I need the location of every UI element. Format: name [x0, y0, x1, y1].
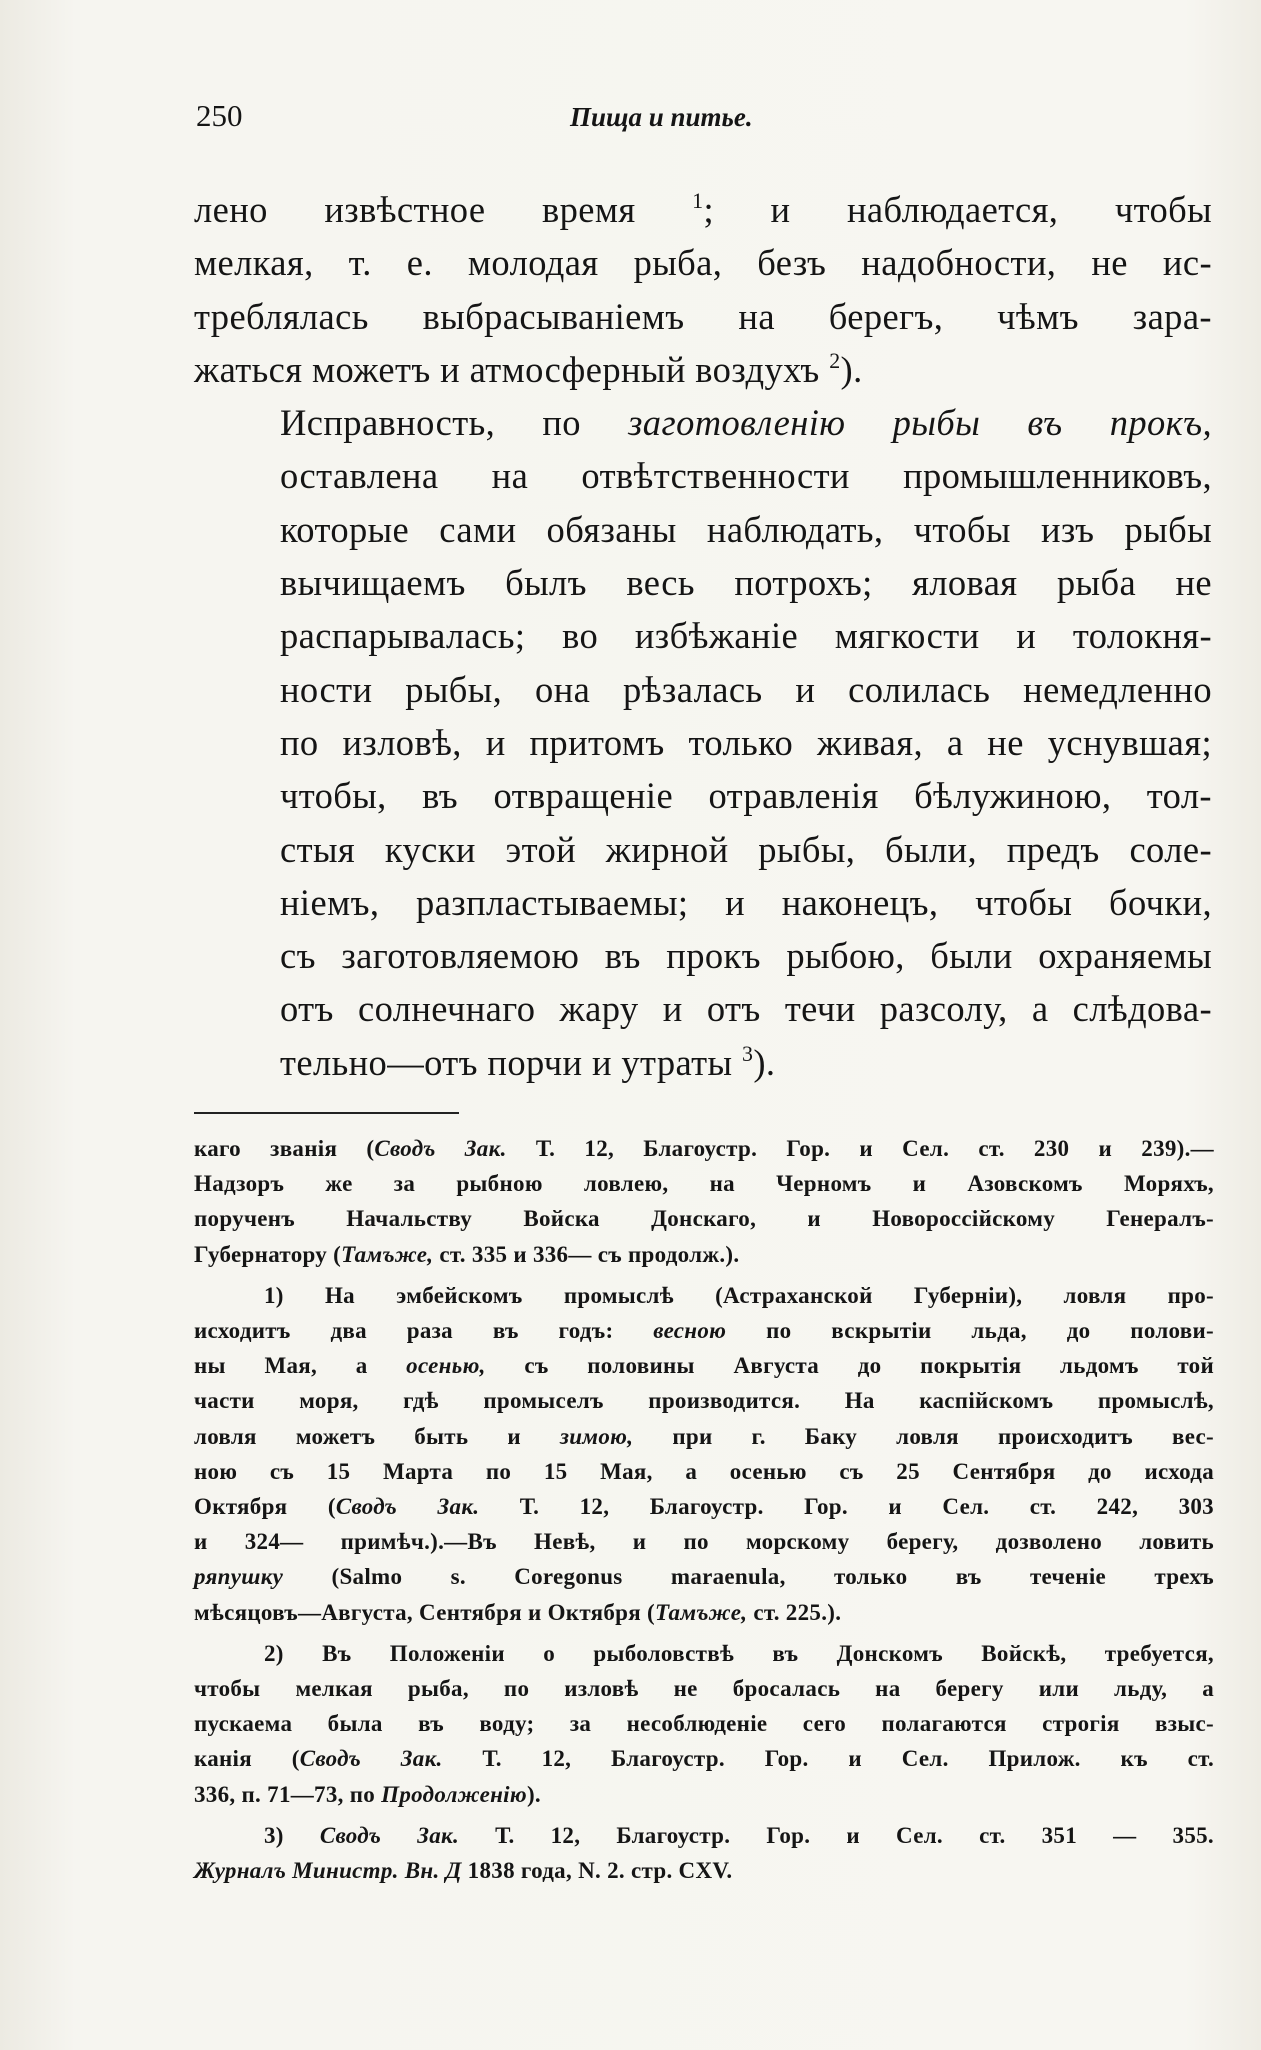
text-line: мелкая, т. е. молодая рыба, безъ надобности, не ис-	[194, 242, 1212, 284]
main-text	[194, 183, 1212, 1089]
text-line: лено извѣстное время $^1$; и наблюдается, чтобы	[194, 187, 1212, 230]
text-line: по изловѣ, и притомъ только живая, а не уснувшая;	[280, 721, 1212, 763]
footnote-line: 336, п. 71—73, по Продолженію).	[194, 1781, 541, 1807]
text-line: распарывалась; во избѣжаніе мягкости и толокня-	[280, 615, 1212, 657]
text-line: ности рыбы, она рѣзалась и солилась немедленно	[280, 668, 1212, 710]
footnote-line: 1) На эмбейскомъ промыслѣ (Астраханской Губерніи), ловля про-	[264, 1282, 1214, 1308]
paragraph-1	[194, 183, 1212, 396]
text-line: вычищаемъ былъ весь потрохъ; яловая рыба не	[280, 562, 1212, 604]
footnote-3	[194, 1818, 1214, 1888]
text-line: ніемъ, разпластываемы; и наконецъ, чтобы бочки,	[280, 881, 1212, 923]
footnote-line: ною съ 15 Марта по 15 Мая, а осенью съ 25 Сентября до исхода	[194, 1458, 1214, 1484]
text-line: съ заготовляемою въ прокъ рыбою, были охраняемы	[280, 935, 1212, 977]
footnote-line: Журналъ Министр. Вн. Д 1838 года, N. 2. стр. CXV.	[194, 1858, 733, 1884]
footnote-line: Губернатору (Тамъже, ст. 335 и 336— съ продолж.).	[194, 1241, 740, 1267]
text-line: тельно—отъ порчи и утраты $^3$).	[280, 1040, 776, 1083]
paragraph-2	[194, 396, 1212, 1089]
footnote-ref-2: 2	[829, 347, 841, 373]
footnote-line: и 324— примѣч.).—Въ Невѣ, и по морскому берегу, дозволено ловить	[194, 1529, 1214, 1555]
footnote-line: Октября (Сводъ Зак. Т. 12, Благоустр. Гор. и Сел. ст. 242, 303	[194, 1494, 1214, 1520]
footnote-line: Надзоръ же за рыбною ловлею, на Черномъ и Азовскомъ Моряхъ,	[194, 1171, 1214, 1197]
footnote-line: мѣсяцовъ—Августа, Сентября и Октября (Тамъже, ст. 225.).	[194, 1599, 842, 1625]
text-line: треблялась выбрасываніемъ на берегъ, чѣмъ зара-	[194, 295, 1212, 337]
footnotes	[194, 1131, 1214, 1888]
footnote-ref-3: 3	[741, 1040, 754, 1066]
text-line: стыя куски этой жирной рыбы, были, предъ соле-	[280, 828, 1212, 870]
footnote-line: ряпушку (Salmo s. Coregonus maraenula, только въ теченіе трехъ	[194, 1564, 1214, 1590]
footnote-2	[194, 1636, 1214, 1812]
footnote-line: порученъ Начальству Войска Донскаго, и Новороссійскому Генералъ-	[194, 1206, 1214, 1232]
page-header	[196, 98, 1216, 142]
footnote-line: 3) Сводъ Зак. Т. 12, Благоустр. Гор. и Сел. ст. 351 — 355.	[264, 1822, 1214, 1848]
text-line: отъ солнечнаго жару и отъ течи разсолу, а слѣдова-	[280, 988, 1212, 1030]
footnote-divider	[194, 1112, 459, 1114]
footnote-line: ловля можетъ быть и зимою, при г. Баку ловля происходитъ вес-	[194, 1423, 1214, 1449]
text-line: Исправность, по заготовленію рыбы въ прокъ,	[280, 402, 1212, 444]
text-line: жаться можетъ и атмосферный воздухъ $^2$).	[194, 347, 863, 390]
footnote-ref-1: 1	[692, 187, 704, 213]
footnote-line: ны Мая, а осенью, съ половины Августа до покрытія льдомъ той	[194, 1353, 1214, 1379]
footnote-line: исходитъ два раза въ годъ: весною по вскрытіи льда, до полови-	[194, 1318, 1214, 1344]
footnote-line: канія (Сводъ Зак. Т. 12, Благоустр. Гор. и Сел. Прилож. къ ст.	[194, 1746, 1214, 1772]
footnote-continuation	[194, 1131, 1214, 1272]
text-line: которые сами обязаны наблюдать, чтобы изъ рыбы	[280, 508, 1212, 550]
footnote-line: каго званія (Сводъ Зак. Т. 12, Благоустр. Гор. и Сел. ст. 230 и 239).—	[194, 1136, 1214, 1161]
emphasis: заготовленію рыбы въ прокъ,	[628, 402, 1212, 444]
text-line: оставлена на отвѣтственности промышленниковъ,	[280, 455, 1212, 497]
page-number: 250	[196, 98, 243, 133]
footnote-line: чтобы мелкая рыба, по изловѣ не бросалась на берегу или льду, а	[194, 1676, 1214, 1702]
footnote-line: 2) Въ Положеніи о рыболовствѣ въ Донскомъ Войскѣ, требуется,	[264, 1640, 1214, 1666]
text-line: чтобы, въ отвращеніе отравленія бѣлужиною, тол-	[280, 775, 1212, 817]
footnote-line: пускаема была въ воду; за несоблюденіе сего полагаются строгія взыс-	[194, 1711, 1214, 1737]
footnote-line: части моря, гдѣ промыселъ производится. На каспійскомъ промыслѣ,	[194, 1388, 1214, 1414]
running-title: Пища и питье.	[570, 102, 753, 132]
footnote-1	[194, 1278, 1214, 1630]
